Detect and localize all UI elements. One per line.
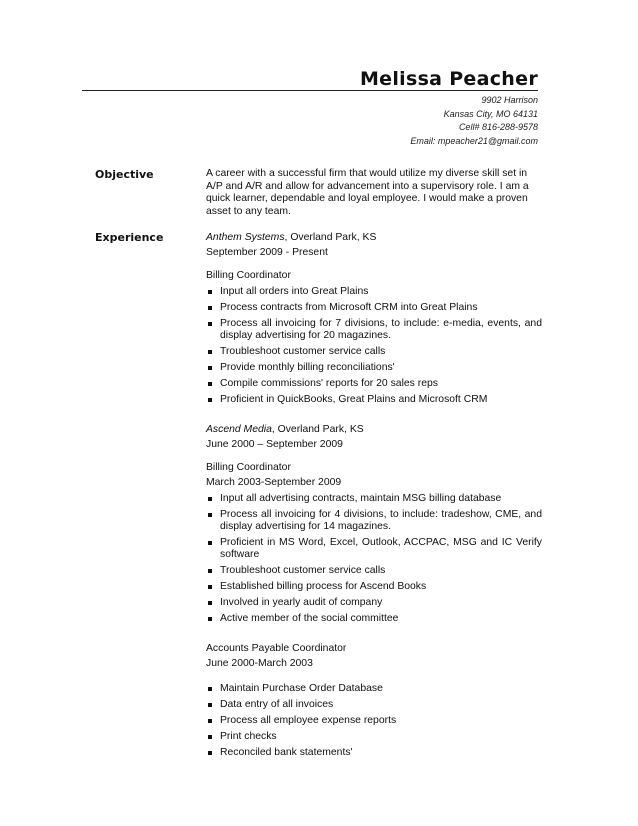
list-item: Provide monthly billing reconciliations' xyxy=(206,362,542,374)
company-location: , Overland Park, KS xyxy=(284,232,377,243)
email: Email: mpeacher21@gmail.com xyxy=(410,135,538,146)
experience-heading: Experience xyxy=(95,231,164,244)
role-bullets xyxy=(206,493,542,625)
list-item: Involved in yearly audit of company xyxy=(206,597,542,609)
role-dates: March 2003-September 2009 xyxy=(206,477,342,488)
contact-block xyxy=(410,94,538,148)
company-location: , Overland Park, KS xyxy=(271,424,364,435)
job-dates: September 2009 - Present xyxy=(206,247,328,258)
job-role: Accounts Payable Coordinator xyxy=(206,643,347,654)
resume-name: Melissa Peacher xyxy=(359,68,538,90)
list-item: Process contracts from Microsoft CRM into Great Plains xyxy=(206,302,542,314)
job-role: Billing Coordinator xyxy=(206,462,291,473)
list-item: Active member of the social committee xyxy=(206,613,542,625)
list-item: Proficient in QuickBooks, Great Plains and Microsoft CRM xyxy=(206,394,542,406)
company-name: Anthem Systems xyxy=(206,232,285,243)
objective-text: A career with a successful firm that would utilize my diverse skill set in A/P and A/R and allow for advancement into a supervisory role. I am a quick learner, dependable and loyal employee. I would make a proven asset to any team. xyxy=(206,168,529,217)
experience-section xyxy=(206,230,542,763)
list-item: Process all invoicing for 4 divisions, to include: tradeshow, CME, and display advertising for 14 magazines. xyxy=(206,509,542,533)
list-item: Proficient in MS Word, Excel, Outlook, ACCPAC, MSG and IC Verify software xyxy=(206,537,542,561)
job-dates: June 2000 – September 2009 xyxy=(206,439,343,450)
list-item: Compile commissions' reports for 20 sales reps xyxy=(206,378,542,390)
job-employer xyxy=(206,422,542,437)
list-item: Print checks xyxy=(206,731,542,743)
list-item: Troubleshoot customer service calls xyxy=(206,565,542,577)
job-role: Billing Coordinator xyxy=(206,270,291,281)
list-item: Process all employee expense reports xyxy=(206,715,542,727)
list-item: Input all advertising contracts, maintain MSG billing database xyxy=(206,493,542,505)
list-item: Data entry of all invoices xyxy=(206,699,542,711)
address-line-2: Kansas City, MO 64131 xyxy=(443,108,538,119)
list-item: Troubleshoot customer service calls xyxy=(206,346,542,358)
header-divider xyxy=(82,90,538,91)
job-bullets xyxy=(206,286,542,406)
list-item: Input all orders into Great Plains xyxy=(206,286,542,298)
list-item: Maintain Purchase Order Database xyxy=(206,683,542,695)
objective-heading: Objective xyxy=(95,168,154,181)
role-bullets xyxy=(206,683,542,759)
company-name: Ascend Media xyxy=(206,424,272,435)
job-employer xyxy=(206,230,542,245)
list-item: Reconciled bank statements' xyxy=(206,747,542,759)
list-item: Established billing process for Ascend Books xyxy=(206,581,542,593)
role-dates: June 2000-March 2003 xyxy=(206,658,313,669)
list-item: Process all invoicing for 7 divisions, to include: e-media, events, and display advertising for 20 magazines. xyxy=(206,318,542,342)
cell-phone: Cell# 816-288-9578 xyxy=(458,122,538,132)
address-line-1: 9902 Harrison xyxy=(481,95,538,105)
